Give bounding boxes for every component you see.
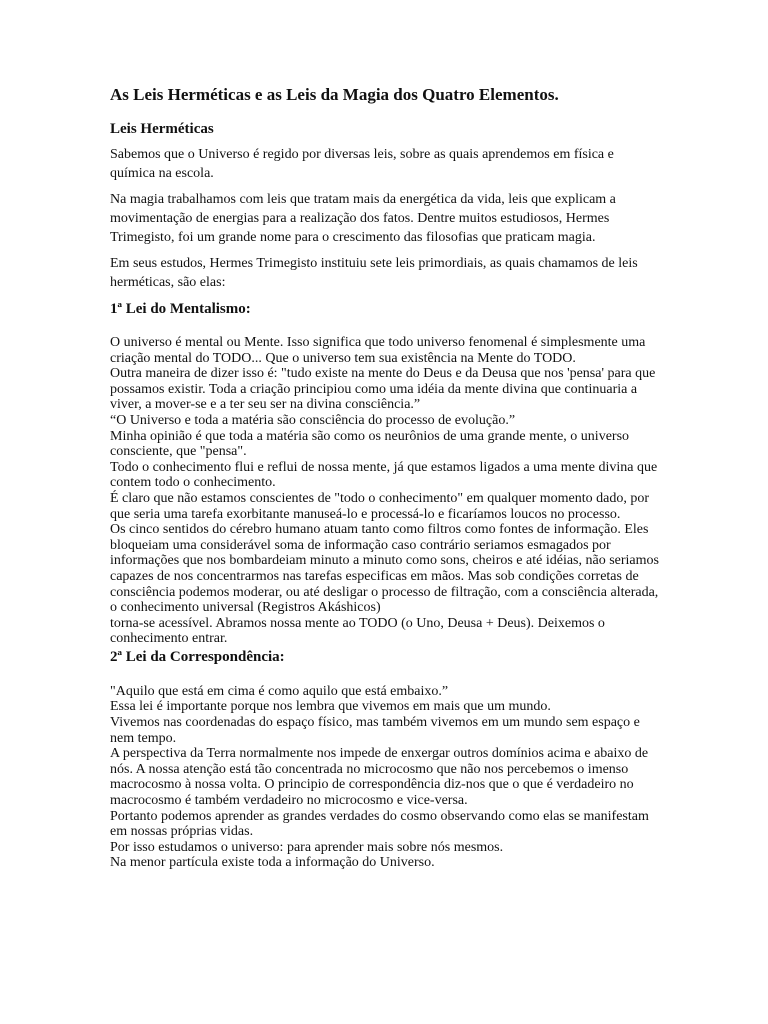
law-title-correspondencia: 2ª Lei da Correspondência: (110, 648, 285, 665)
law-text-line: O universo é mental ou Mente. Isso significa que todo universo fenomenal é simplesmente uma criação mental do TODO... Que o universo tem sua existência na Mente do TODO. (110, 335, 646, 366)
document-title: As Leis Herméticas e as Leis da Magia dos Quatro Elementos. (110, 85, 559, 104)
intro-paragraph: Sabemos que o Universo é regido por diversas leis, sobre as quais aprendemos em física e química na escola. (110, 147, 614, 181)
law-text-line: Vivemos nas coordenadas do espaço físico, mas também vivemos em um mundo sem espaço e nem tempo. (110, 715, 640, 746)
law-text-line: Na menor partícula existe toda a informação do Universo. (110, 855, 435, 871)
law-text-line: É claro que não estamos conscientes de "todo o conhecimento" em qualquer momento dado, por que seria uma tarefa exorbitante manuseá-lo e processá-lo e ficaríamos loucos no processo. (110, 490, 649, 522)
law-text-line: "Aquilo que está em cima é como aquilo que está embaixo.” (110, 683, 449, 699)
intro-paragraph: Em seus estudos, Hermes Trimegisto instituiu sete leis primordiais, as quais chamamos de leis herméticas, são elas: (110, 256, 638, 290)
law-text-line: Todo o conhecimento flui e reflui de nossa mente, já que estamos ligados a uma mente divina que contem todo o conhecimento. (110, 459, 658, 491)
law-body-correspondencia (110, 684, 660, 871)
law-text-line: Os cinco sentidos do cérebro humano atuam tanto como filtros como fontes de informação. Eles bloqueiam uma considerável soma de informação caso contrário seriamos esmagados por informações que nos bombardeiam minuto a minuto como sons, cheiros e até idéias, não seriamos capazes de nos concentrarmos nas tarefas especificas em mãos. Mas sob condições corretas de consciência podemos moderar, ou até desligar o processo de filtração, com a consciência alterada, o conhecimento universal (Registros Akáshicos) (110, 522, 659, 616)
law-body-mentalismo (110, 335, 660, 647)
law-title-mentalismo: 1ª Lei do Mentalismo: (110, 301, 251, 317)
law-text-line: A perspectiva da Terra normalmente nos impede de enxergar outros domínios acima e abaixo de nós. A nossa atenção está tão concentrada no microcosmo que não nos percebemos o imenso macrocosmo à nossa volta. O principio de correspondência diz-nos que o que é verdadeiro no macrocosmo é também verdadeiro no microcosmo e vice-versa. (110, 746, 649, 809)
law-text-line: Por isso estudamos o universo: para aprender mais sobre nós mesmos. (110, 839, 504, 855)
law-text-line: Minha opinião é que toda a matéria são como os neurônios de uma grande mente, o universo consciente, que "pensa". (110, 428, 630, 460)
law-text-line: Outra maneira de dizer isso é: "tudo existe na mente do Deus e da Deusa que nos 'pensa' para que possamos existir. Toda a criação principiou como uma idéia da mente divina que continuaria a viver, a mover-se e a ter seu ser na divina consciência.” (110, 366, 656, 413)
section-heading: Leis Herméticas (110, 121, 214, 137)
intro-paragraph: Na magia trabalhamos com leis que tratam mais da energética da vida, leis que explicam a movimentação de energias para a realização dos fatos. Dentre muitos estudiosos, Hermes Trimegisto, foi um grande nome para o crescimento das filosofias que praticam magia. (110, 192, 616, 245)
law-text-line: torna-se acessível. Abramos nossa mente ao TODO (o Uno, Deusa + Deus). Deixemos o conhecimento entrar. (110, 615, 605, 647)
law-text-line: Portanto podemos aprender as grandes verdades do cosmo observando como elas se manifestam em nossas próprias vidas. (110, 808, 649, 840)
law-text-line: Essa lei é importante porque nos lembra que vivemos em mais que um mundo. (110, 699, 551, 715)
law-text-line: “O Universo e toda a matéria são consciência do processo de evolução.” (110, 412, 516, 428)
document-page (110, 84, 660, 871)
